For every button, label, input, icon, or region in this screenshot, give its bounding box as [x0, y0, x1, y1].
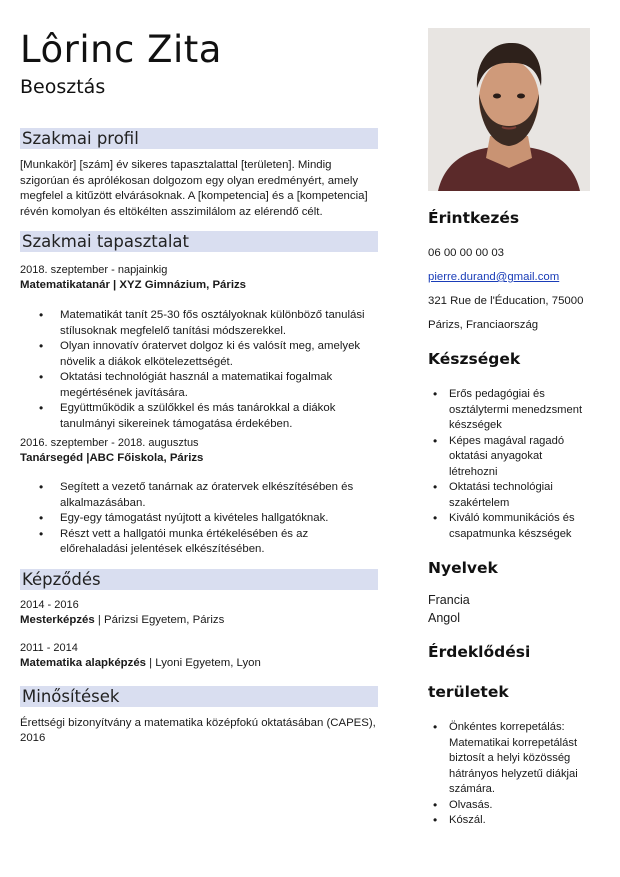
section-heading-qualifications: Minősítések	[20, 686, 378, 707]
list-item: • Erős pedagógiai és osztálytermi menedzsment készségek	[449, 387, 590, 434]
job-date: 2016. szeptember - 2018. augusztus	[20, 437, 199, 449]
portrait-image	[428, 28, 590, 191]
job-bullets	[20, 308, 378, 432]
list-item: • Egy-egy támogatást nyújtott a kivételes hallgatóknak.	[60, 511, 378, 527]
list-item: • Olvasás.	[449, 798, 590, 814]
section-heading-experience: Szakmai tapasztalat	[20, 231, 378, 252]
section-heading-contact: Érintkezés	[428, 209, 520, 227]
education-school: | Párizsi Egyetem, Párizs	[94, 613, 225, 626]
education-entry	[20, 598, 378, 628]
profile-photo	[428, 28, 590, 191]
list-item: • Együttműködik a szülőkkel és más tanárokkal a diákok tanulmányi sikereinek támogatása érdekében.	[60, 401, 378, 432]
job-date: 2018. szeptember - napjainkig	[20, 264, 168, 276]
sidebar-column	[428, 28, 590, 829]
section-heading-interests-line2: területek	[428, 683, 509, 701]
section-heading-interests: Érdeklődési	[428, 643, 531, 661]
list-item: • Oktatási technológiai szakértelem	[449, 480, 590, 511]
education-degree: Matematika alapképzés	[20, 656, 146, 669]
section-heading-profile: Szakmai profil	[20, 128, 378, 149]
language-item: Francia	[428, 593, 470, 607]
list-item: • Oktatási technológiát használ a matematikai fogalmak megértésének javítására.	[60, 370, 378, 401]
section-heading-education: Képződés	[20, 569, 378, 590]
education-degree: Mesterképzés	[20, 613, 95, 626]
job-role: Matematikatanár | XYZ Gimnázium, Párizs	[20, 279, 247, 291]
education-date: 2014 - 2016	[20, 598, 79, 611]
section-heading-skills: Készségek	[428, 350, 521, 368]
job-role: Tanársegéd |ABC Főiskola, Párizs	[20, 452, 204, 464]
list-item: • Kószál.	[449, 813, 590, 829]
list-item: • Kiváló kommunikációs és csapatmunka készségek	[449, 511, 590, 542]
section-heading-languages: Nyelvek	[428, 559, 498, 577]
person-name: Lôrinc Zita	[20, 28, 222, 71]
list-item: • Matematikát tanít 25-30 fős osztályoknak különböző tanulási stílusoknak megfelelő tanítási módszerekkel.	[60, 308, 378, 339]
education-date: 2011 - 2014	[20, 641, 78, 654]
interests-list	[428, 720, 590, 829]
education-school: | Lyoni Egyetem, Lyon	[146, 656, 261, 669]
list-item: • Olyan innovatív óratervet dolgoz ki és valósít meg, amelyek növelik a diákok elkötelezettségét.	[60, 339, 378, 370]
profile-text: [Munkakör] [szám] év sikeres tapasztalattal [területen]. Mindig szigorúan és aprólékosan dolgozom egy olyan eredményért, amely megfelel a kitűzött elvárásoknak. A [kompetencia] és a [kompetencia] révén komolyan és eltökélten asszimilálom az elérendő célt.	[20, 159, 368, 218]
contact-email-link[interactable]: pierre.durand@gmail.com	[428, 271, 560, 283]
job-bullets	[20, 480, 378, 558]
list-item: • Képes magával ragadó oktatási anyagokat létrehozni	[449, 434, 590, 481]
contact-address-line2: Párizs, Franciaország	[428, 319, 539, 331]
job-entry	[20, 263, 378, 432]
main-column	[20, 28, 378, 747]
contact-phone: 06 00 00 00 03	[428, 247, 505, 259]
qualifications-text: Érettségi bizonyítvány a matematika középfokú oktatásában (CAPES), 2016	[20, 716, 376, 744]
job-entry	[20, 436, 378, 558]
contact-address-line1: 321 Rue de l'Éducation, 75000	[428, 295, 584, 307]
job-title: Beosztás	[20, 76, 106, 98]
education-entry	[20, 641, 378, 671]
list-item: • Önkéntes korrepetálás: Matematikai korrepetálást biztosít a helyi közösség hátrányos helyzetű diákjai számára.	[449, 720, 590, 798]
language-item: Angol	[428, 611, 460, 625]
list-item: • Segített a vezető tanárnak az óratervek elkészítésében és alkalmazásában.	[60, 480, 378, 511]
skills-list	[428, 387, 590, 542]
list-item: • Részt vett a hallgatói munka értékelésében és az előrehaladási jelentések elkészítésében.	[60, 527, 378, 558]
